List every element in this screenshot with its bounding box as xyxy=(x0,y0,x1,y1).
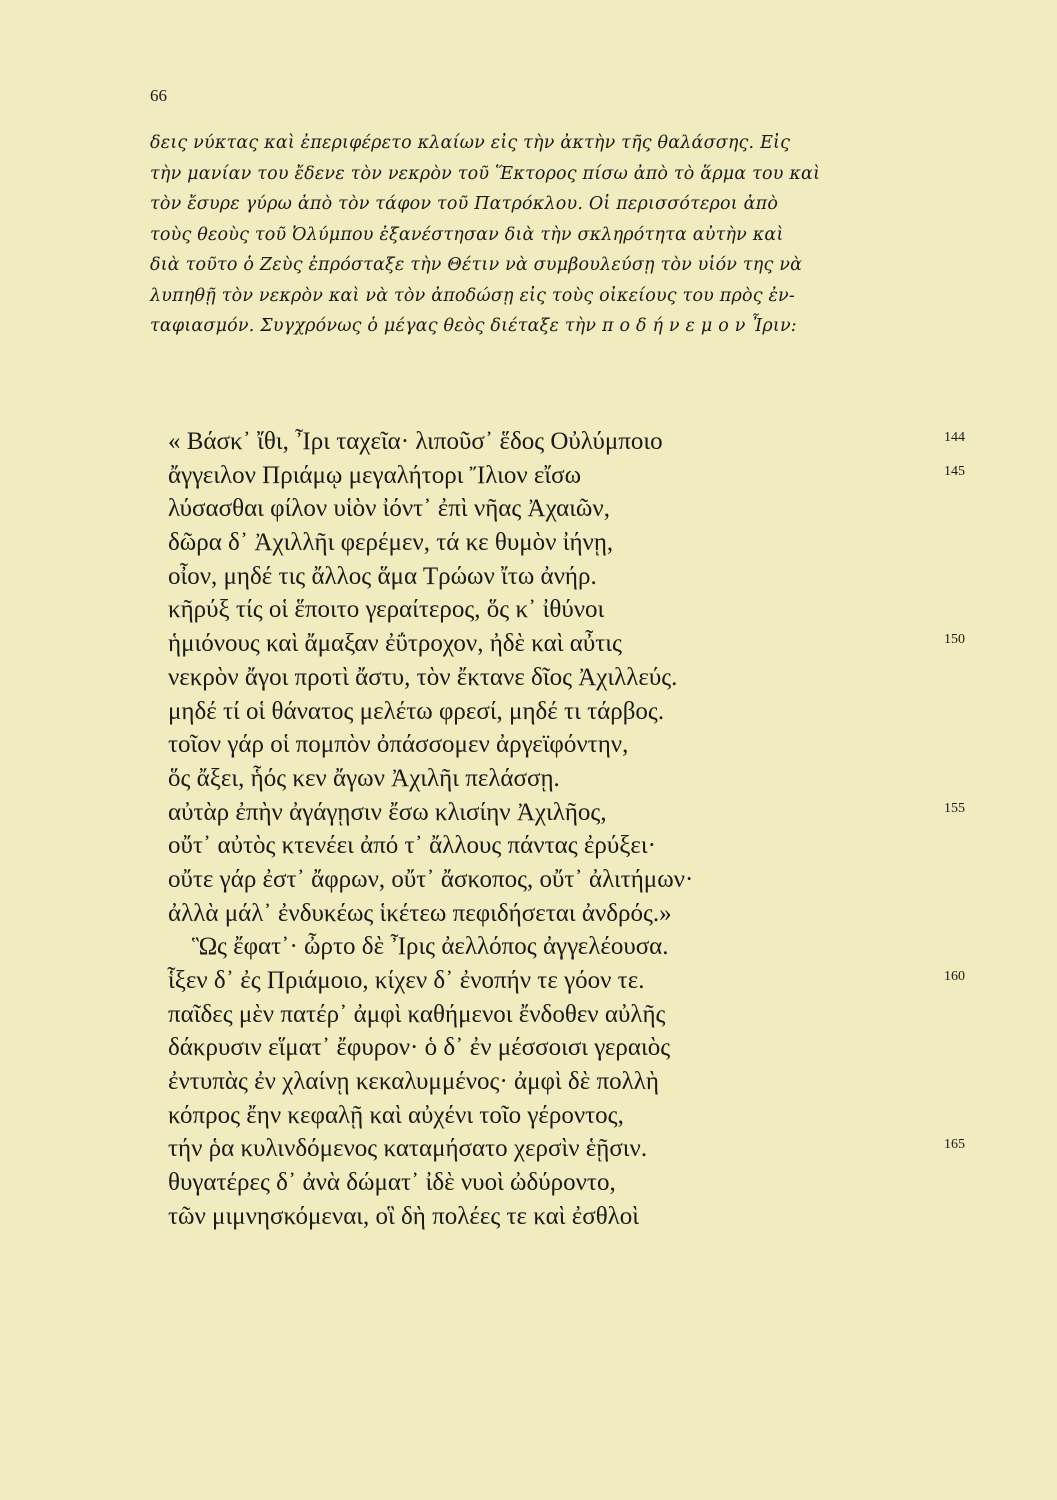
line-number: 160 xyxy=(944,969,965,984)
verse-line xyxy=(168,425,988,459)
verse-text: ἷξεν δ᾽ ἐς Πριάμοιο, κίχεν δ᾽ ἐνοπήν τε γόον τε. xyxy=(168,967,645,994)
prose-line: λυπηθῇ τὸν νεκρὸν καὶ νὰ τὸν ἀποδώσῃ εἰς τοὺς οἰκείους του πρὸς ἐν- xyxy=(150,285,796,306)
verse-line xyxy=(168,998,988,1032)
verse-text: Ὣς ἔφατ᾽· ὦρτο δὲ Ἶρις ἀελλόπος ἀγγελέουσα. xyxy=(192,933,669,961)
verse-line xyxy=(168,1099,988,1133)
verse-text: ὅς ἄξει, ἧός κεν ἄγων Ἀχιλῆι πελάσσῃ. xyxy=(168,764,560,792)
verse-text: τήν ῥα κυλινδόμενος καταμήσατο χερσὶν ἑῇσιν. xyxy=(168,1135,648,1163)
verse-line xyxy=(168,964,988,998)
verse-text: θυγατέρες δ᾽ ἀνὰ δώματ᾽ ἰδὲ νυοὶ ὠδύροντο, xyxy=(168,1169,616,1197)
verse-line xyxy=(168,593,988,627)
verse-text: ἐντυπὰς ἐν χλαίνῃ κεκαλυμμένος· ἀμφὶ δὲ πολλὴ xyxy=(168,1068,659,1096)
verse-text: τῶν μιμνησκόμεναι, οἳ δὴ πολέες τε καὶ ἐσθλοὶ xyxy=(168,1202,640,1230)
line-number: 165 xyxy=(944,1137,965,1153)
prose-line: τὸν ἔσυρε γύρω ἀπὸ τὸν τάφον τοῦ Πατρόκλου. Οἱ περισσότεροι ἀπὸ xyxy=(150,194,779,214)
verse-text: δῶρα δ᾽ Ἀχιλλῆι φερέμεν, τά κε θυμὸν ἰήνῃ, xyxy=(168,529,614,557)
verse-text: « Βάσκ᾽ ἴθι, Ἶρι ταχεῖα· λιποῦσ᾽ ἕδος Οὐλύμποιο xyxy=(168,428,663,455)
verse-line xyxy=(168,1031,988,1065)
verse-text: οἶον, μηδέ τις ἄλλος ἅμα Τρώων ἴτω ἀνήρ. xyxy=(168,562,597,590)
verse-line xyxy=(168,796,988,830)
verse-text: τοῖον γάρ οἱ πομπὸν ὀπάσσομεν ἀργεϊφόντην, xyxy=(168,731,629,759)
verse-line xyxy=(168,560,988,594)
verse-text: νεκρὸν ἄγοι προτὶ ἄστυ, τὸν ἔκτανε δῖος Ἀχιλλεύς. xyxy=(168,663,678,691)
verse-text: οὔτε γάρ ἐστ᾽ ἄφρων, οὔτ᾽ ἄσκοπος, οὔτ᾽ ἀλιτήμων· xyxy=(168,865,694,893)
verse-line xyxy=(168,1132,988,1166)
verse-line xyxy=(168,492,988,526)
verse-line xyxy=(168,1200,988,1234)
verse-line xyxy=(168,762,988,796)
verse-line xyxy=(168,930,988,964)
verse-text: λύσασθαι φίλον υἱὸν ἰόντ᾽ ἐπὶ νῆας Ἀχαιῶν, xyxy=(168,495,610,523)
verse-text: οὔτ᾽ αὐτὸς κτενέει ἀπό τ᾽ ἄλλους πάντας ἐρύξει· xyxy=(168,832,656,860)
line-number: 145 xyxy=(944,463,965,479)
verse-text: ἡμιόνους καὶ ἄμαξαν ἐΰτροχον, ἠδὲ καὶ αὖτις xyxy=(168,630,622,658)
verse-line xyxy=(168,661,988,695)
verse-line xyxy=(168,863,988,897)
verse-text: κῆρύξ τίς οἱ ἕποιτο γεραίτερος, ὅς κ᾽ ἰθύνοι xyxy=(168,596,605,624)
verse-line xyxy=(168,829,988,863)
verse-line xyxy=(168,459,988,493)
verse-line xyxy=(168,1065,988,1099)
prose-line: δεις νύκτας καὶ ἐπεριφέρετο κλαίων εἰς τὴν ἀκτὴν τῆς θαλάσσης. Εἰς xyxy=(150,133,791,153)
page-number: 66 xyxy=(150,86,167,105)
verse-text: κόπρος ἔην κεφαλῇ καὶ αὐχένι τοῖο γέροντος, xyxy=(168,1101,624,1129)
verse-line xyxy=(168,627,988,661)
prose-line: διὰ τοῦτο ὁ Ζεὺς ἐπρόσταξε τὴν Θέτιν νὰ συμβουλεύσῃ τὸν υἱόν της νὰ xyxy=(150,255,803,275)
verse-line xyxy=(168,526,988,560)
verse-line xyxy=(168,728,988,762)
verse-text: ἄγγειλον Πριάμῳ μεγαλήτορι Ἴλιον εἴσω xyxy=(168,461,582,489)
prose-line: τοὺς θεοὺς τοῦ Ὀλύμπου ἐξανέστησαν διὰ τὴν σκληρότητα αὐτὴν καὶ xyxy=(150,224,784,245)
verse-text: αὐτὰρ ἐπὴν ἀγάγῃσιν ἔσω κλισίην Ἀχιλῆος, xyxy=(168,798,607,826)
verse-line xyxy=(168,1166,988,1200)
verse-text: μηδέ τί οἱ θάνατος μελέτω φρεσί, μηδέ τι τάρβος. xyxy=(168,697,665,725)
verse-text: ἀλλὰ μάλ᾽ ἐνδυκέως ἱκέτεω πεφιδήσεται ἀνδρός.» xyxy=(168,899,672,927)
prose-line: τὴν μανίαν του ἔδενε τὸν νεκρὸν τοῦ Ἕκτορος πίσω ἀπὸ τὸ ἅρμα του καὶ xyxy=(150,163,821,184)
line-number: 155 xyxy=(944,800,965,816)
verse-line xyxy=(168,897,988,931)
line-number: 144 xyxy=(944,430,965,445)
verse-text: δάκρυσιν εἵματ᾽ ἔφυρον· ὁ δ᾽ ἐν μέσσοισι γεραιὸς xyxy=(168,1034,671,1062)
verse-block xyxy=(168,425,988,1234)
prose-paragraph xyxy=(150,128,970,342)
verse-line xyxy=(168,695,988,729)
prose-line: ταφιασμόν. Συγχρόνως ὁ μέγας θεὸς διέταξε τὴν π ο δ ή ν ε μ ο ν Ἶριν: xyxy=(150,316,797,336)
line-number: 150 xyxy=(944,632,965,648)
verse-text: παῖδες μὲν πατέρ᾽ ἀμφὶ καθήμενοι ἔνδοθεν αὐλῆς xyxy=(168,1000,666,1028)
